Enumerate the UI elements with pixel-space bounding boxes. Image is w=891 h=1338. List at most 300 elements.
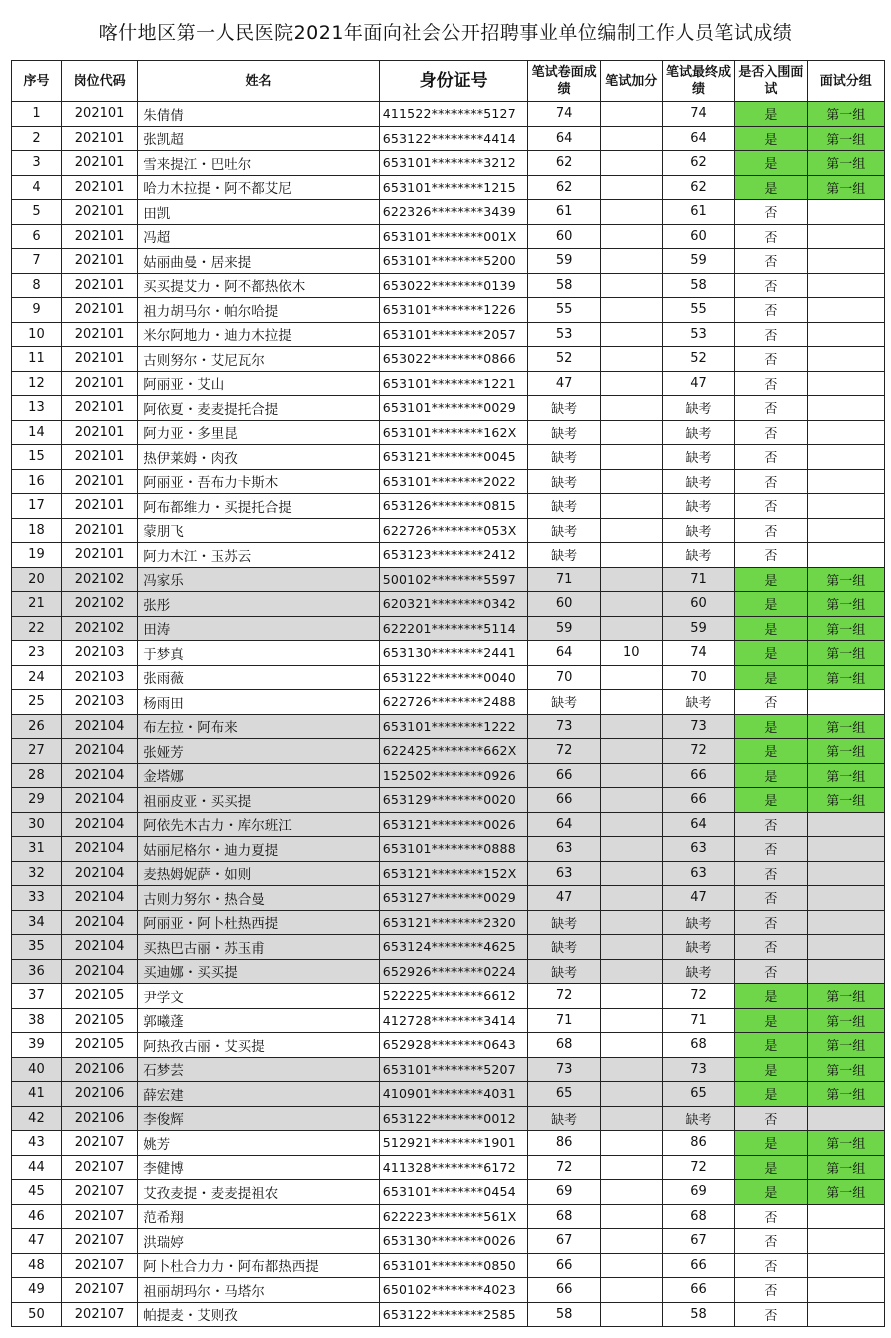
row-code: 202107	[61, 1131, 137, 1156]
row-name: 买迪娜・买买提	[138, 959, 379, 984]
row-code: 202103	[61, 641, 137, 666]
row-paper-score: 47	[528, 371, 600, 396]
row-final-score: 72	[662, 739, 734, 764]
row-no: 4	[12, 175, 62, 200]
row-no: 5	[12, 200, 62, 225]
row-interview-pass: 否	[735, 935, 807, 960]
row-no: 37	[12, 984, 62, 1009]
row-name: 布左拉・阿布来	[138, 714, 379, 739]
row-no: 25	[12, 690, 62, 715]
row-paper-score: 缺考	[528, 518, 600, 543]
row-code: 202107	[61, 1180, 137, 1205]
row-name: 买热巴古丽・苏玉甫	[138, 935, 379, 960]
row-no: 45	[12, 1180, 62, 1205]
row-final-score: 64	[662, 126, 734, 151]
row-final-score: 65	[662, 1082, 734, 1107]
row-id: 653101********5207	[379, 1057, 528, 1082]
row-no: 47	[12, 1229, 62, 1254]
row-bonus	[600, 249, 662, 274]
row-no: 27	[12, 739, 62, 764]
row-paper-score: 71	[528, 567, 600, 592]
row-interview-pass: 否	[735, 494, 807, 519]
row-paper-score: 66	[528, 1278, 600, 1303]
table-row	[12, 494, 885, 519]
row-interview-pass: 否	[735, 420, 807, 445]
row-bonus	[600, 200, 662, 225]
row-bonus	[600, 347, 662, 372]
row-no: 10	[12, 322, 62, 347]
row-interview-pass: 否	[735, 322, 807, 347]
row-name: 阿热孜古丽・艾买提	[138, 1033, 379, 1058]
row-final-score: 缺考	[662, 959, 734, 984]
row-interview-group: 第一组	[807, 1057, 885, 1082]
row-name: 蒙朋飞	[138, 518, 379, 543]
row-bonus	[600, 175, 662, 200]
row-interview-pass: 是	[735, 665, 807, 690]
row-name: 帕提麦・艾则孜	[138, 1302, 379, 1327]
row-bonus	[600, 126, 662, 151]
row-bonus	[600, 837, 662, 862]
row-paper-score: 72	[528, 739, 600, 764]
row-no: 40	[12, 1057, 62, 1082]
table-row	[12, 249, 885, 274]
row-id: 622726********053X	[379, 518, 528, 543]
row-name: 阿力木江・玉苏云	[138, 543, 379, 568]
row-interview-group: 第一组	[807, 714, 885, 739]
row-interview-group: 第一组	[807, 1155, 885, 1180]
row-interview-pass: 否	[735, 347, 807, 372]
table-row	[12, 935, 885, 960]
row-interview-group: 第一组	[807, 641, 885, 666]
row-name: 田凯	[138, 200, 379, 225]
row-no: 36	[12, 959, 62, 984]
row-name: 姑丽曲曼・居来提	[138, 249, 379, 274]
row-paper-score: 缺考	[528, 959, 600, 984]
row-bonus	[600, 322, 662, 347]
table-row	[12, 469, 885, 494]
row-final-score: 62	[662, 151, 734, 176]
row-no: 50	[12, 1302, 62, 1327]
row-interview-group: 第一组	[807, 175, 885, 200]
row-final-score: 74	[662, 641, 734, 666]
row-code: 202107	[61, 1302, 137, 1327]
table-row	[12, 1278, 885, 1303]
row-final-score: 60	[662, 592, 734, 617]
row-interview-pass: 否	[735, 371, 807, 396]
row-name: 米尔阿地力・迪力木拉提	[138, 322, 379, 347]
row-paper-score: 73	[528, 714, 600, 739]
row-bonus	[600, 1057, 662, 1082]
row-id: 653022********0139	[379, 273, 528, 298]
row-id: 653101********0029	[379, 396, 528, 421]
row-interview-pass: 否	[735, 812, 807, 837]
row-name: 艾孜麦提・麦麦提祖农	[138, 1180, 379, 1205]
row-final-score: 58	[662, 273, 734, 298]
row-interview-pass: 是	[735, 714, 807, 739]
row-interview-group	[807, 959, 885, 984]
row-interview-group	[807, 837, 885, 862]
row-bonus	[600, 886, 662, 911]
row-id: 412728********3414	[379, 1008, 528, 1033]
header-paper-score: 笔试卷面成绩	[528, 61, 600, 102]
row-no: 38	[12, 1008, 62, 1033]
row-paper-score: 缺考	[528, 494, 600, 519]
row-paper-score: 缺考	[528, 396, 600, 421]
row-final-score: 68	[662, 1033, 734, 1058]
row-paper-score: 缺考	[528, 445, 600, 470]
row-name: 李俊辉	[138, 1106, 379, 1131]
row-name: 买买提艾力・阿不都热依木	[138, 273, 379, 298]
row-name: 祖丽胡玛尔・马塔尔	[138, 1278, 379, 1303]
row-final-score: 缺考	[662, 469, 734, 494]
table-row	[12, 420, 885, 445]
row-code: 202101	[61, 445, 137, 470]
row-code: 202101	[61, 200, 137, 225]
row-interview-pass: 是	[735, 1082, 807, 1107]
row-final-score: 70	[662, 665, 734, 690]
row-bonus	[600, 1106, 662, 1131]
row-id: 653122********4414	[379, 126, 528, 151]
row-bonus	[600, 1229, 662, 1254]
row-interview-pass: 是	[735, 102, 807, 127]
row-name: 张娅芳	[138, 739, 379, 764]
row-interview-pass: 否	[735, 1229, 807, 1254]
row-name: 石梦芸	[138, 1057, 379, 1082]
row-interview-pass: 否	[735, 298, 807, 323]
row-interview-group	[807, 518, 885, 543]
row-code: 202102	[61, 616, 137, 641]
row-interview-pass: 是	[735, 151, 807, 176]
row-name: 洪瑞婷	[138, 1229, 379, 1254]
row-no: 9	[12, 298, 62, 323]
table-row	[12, 616, 885, 641]
row-code: 202101	[61, 126, 137, 151]
row-interview-pass: 是	[735, 567, 807, 592]
row-final-score: 53	[662, 322, 734, 347]
row-bonus	[600, 445, 662, 470]
row-paper-score: 59	[528, 249, 600, 274]
header-no: 序号	[12, 61, 62, 102]
row-id: 650102********4023	[379, 1278, 528, 1303]
table-row	[12, 175, 885, 200]
row-code: 202101	[61, 420, 137, 445]
row-code: 202107	[61, 1204, 137, 1229]
row-code: 202101	[61, 543, 137, 568]
row-paper-score: 58	[528, 273, 600, 298]
row-code: 202104	[61, 959, 137, 984]
row-code: 202104	[61, 788, 137, 813]
row-final-score: 66	[662, 788, 734, 813]
row-bonus	[600, 1033, 662, 1058]
row-interview-pass: 否	[735, 1253, 807, 1278]
row-bonus	[600, 469, 662, 494]
row-name: 冯家乐	[138, 567, 379, 592]
row-bonus	[600, 1131, 662, 1156]
row-name: 阿依夏・麦麦提托合提	[138, 396, 379, 421]
row-no: 32	[12, 861, 62, 886]
row-interview-pass: 否	[735, 224, 807, 249]
row-bonus	[600, 494, 662, 519]
row-bonus	[600, 1180, 662, 1205]
row-code: 202101	[61, 298, 137, 323]
row-final-score: 63	[662, 861, 734, 886]
row-name: 祖丽皮亚・买买提	[138, 788, 379, 813]
row-paper-score: 缺考	[528, 910, 600, 935]
row-interview-pass: 否	[735, 396, 807, 421]
row-id: 653101********0850	[379, 1253, 528, 1278]
row-bonus	[600, 812, 662, 837]
row-name: 阿丽亚・阿卜杜热西提	[138, 910, 379, 935]
row-code: 202101	[61, 224, 137, 249]
row-no: 43	[12, 1131, 62, 1156]
row-bonus	[600, 420, 662, 445]
row-code: 202104	[61, 739, 137, 764]
row-code: 202104	[61, 812, 137, 837]
table-row	[12, 518, 885, 543]
row-final-score: 缺考	[662, 420, 734, 445]
row-interview-group	[807, 1302, 885, 1327]
row-code: 202107	[61, 1278, 137, 1303]
row-bonus	[600, 1155, 662, 1180]
row-paper-score: 缺考	[528, 420, 600, 445]
row-no: 46	[12, 1204, 62, 1229]
row-code: 202104	[61, 935, 137, 960]
row-no: 1	[12, 102, 62, 127]
row-interview-group	[807, 469, 885, 494]
row-bonus	[600, 224, 662, 249]
row-bonus	[600, 1278, 662, 1303]
row-interview-pass: 否	[735, 273, 807, 298]
row-interview-pass: 否	[735, 200, 807, 225]
row-name: 姑丽尼格尔・迪力夏提	[138, 837, 379, 862]
row-no: 31	[12, 837, 62, 862]
row-interview-group	[807, 543, 885, 568]
row-interview-group	[807, 200, 885, 225]
row-code: 202104	[61, 910, 137, 935]
row-id: 653122********0012	[379, 1106, 528, 1131]
table-header-row	[12, 61, 885, 102]
table-row	[12, 151, 885, 176]
row-no: 39	[12, 1033, 62, 1058]
row-final-score: 63	[662, 837, 734, 862]
row-interview-pass: 是	[735, 1033, 807, 1058]
row-final-score: 缺考	[662, 690, 734, 715]
row-no: 48	[12, 1253, 62, 1278]
row-interview-group	[807, 298, 885, 323]
row-bonus	[600, 984, 662, 1009]
row-no: 14	[12, 420, 62, 445]
row-id: 653124********4625	[379, 935, 528, 960]
row-id: 653101********1222	[379, 714, 528, 739]
row-id: 622223********561X	[379, 1204, 528, 1229]
row-bonus	[600, 518, 662, 543]
table-row	[12, 1082, 885, 1107]
row-bonus	[600, 567, 662, 592]
header-final-score: 笔试最终成绩	[662, 61, 734, 102]
row-final-score: 72	[662, 1155, 734, 1180]
row-id: 152502********0926	[379, 763, 528, 788]
row-name: 田涛	[138, 616, 379, 641]
row-id: 653121********152X	[379, 861, 528, 886]
row-no: 19	[12, 543, 62, 568]
row-interview-group	[807, 396, 885, 421]
row-name: 阿依先木古力・库尔班江	[138, 812, 379, 837]
row-paper-score: 缺考	[528, 1106, 600, 1131]
row-id: 653101********1215	[379, 175, 528, 200]
row-name: 张雨薇	[138, 665, 379, 690]
row-paper-score: 52	[528, 347, 600, 372]
row-no: 8	[12, 273, 62, 298]
row-final-score: 73	[662, 714, 734, 739]
row-code: 202101	[61, 151, 137, 176]
row-name: 古则力努尔・热合曼	[138, 886, 379, 911]
table-row	[12, 126, 885, 151]
row-no: 30	[12, 812, 62, 837]
row-interview-pass: 是	[735, 1180, 807, 1205]
row-no: 21	[12, 592, 62, 617]
row-code: 202104	[61, 714, 137, 739]
table-row	[12, 1033, 885, 1058]
row-code: 202101	[61, 469, 137, 494]
row-paper-score: 缺考	[528, 543, 600, 568]
row-id: 512921********1901	[379, 1131, 528, 1156]
row-id: 653122********2585	[379, 1302, 528, 1327]
row-paper-score: 72	[528, 1155, 600, 1180]
row-interview-pass: 是	[735, 1155, 807, 1180]
row-name: 尹学文	[138, 984, 379, 1009]
row-interview-pass: 否	[735, 1302, 807, 1327]
row-no: 34	[12, 910, 62, 935]
table-row	[12, 910, 885, 935]
row-bonus	[600, 592, 662, 617]
row-name: 李健博	[138, 1155, 379, 1180]
row-interview-group: 第一组	[807, 665, 885, 690]
row-paper-score: 72	[528, 984, 600, 1009]
row-bonus	[600, 396, 662, 421]
row-name: 哈力木拉提・阿不都艾尼	[138, 175, 379, 200]
table-row	[12, 837, 885, 862]
table-row	[12, 567, 885, 592]
row-interview-group	[807, 224, 885, 249]
row-interview-pass: 是	[735, 1008, 807, 1033]
row-paper-score: 70	[528, 665, 600, 690]
row-name: 阿丽亚・艾山	[138, 371, 379, 396]
row-id: 653121********0026	[379, 812, 528, 837]
row-interview-group: 第一组	[807, 567, 885, 592]
table-row	[12, 714, 885, 739]
row-bonus	[600, 102, 662, 127]
row-name: 热伊莱姆・肉孜	[138, 445, 379, 470]
row-bonus	[600, 714, 662, 739]
row-final-score: 67	[662, 1229, 734, 1254]
row-final-score: 缺考	[662, 445, 734, 470]
table-row	[12, 1253, 885, 1278]
row-bonus	[600, 665, 662, 690]
row-name: 薛宏建	[138, 1082, 379, 1107]
row-no: 20	[12, 567, 62, 592]
row-code: 202107	[61, 1155, 137, 1180]
row-code: 202101	[61, 371, 137, 396]
row-code: 202101	[61, 518, 137, 543]
row-id: 622201********5114	[379, 616, 528, 641]
row-id: 622425********662X	[379, 739, 528, 764]
row-code: 202106	[61, 1082, 137, 1107]
row-interview-group	[807, 445, 885, 470]
row-interview-group: 第一组	[807, 984, 885, 1009]
row-no: 29	[12, 788, 62, 813]
row-no: 2	[12, 126, 62, 151]
row-id: 622726********2488	[379, 690, 528, 715]
row-final-score: 64	[662, 812, 734, 837]
table-row	[12, 1204, 885, 1229]
row-interview-group	[807, 371, 885, 396]
row-id: 653101********2022	[379, 469, 528, 494]
row-id: 652926********0224	[379, 959, 528, 984]
row-interview-pass: 是	[735, 175, 807, 200]
row-no: 7	[12, 249, 62, 274]
table-row	[12, 984, 885, 1009]
row-interview-pass: 是	[735, 984, 807, 1009]
header-interview-group: 面试分组	[807, 61, 885, 102]
row-interview-pass: 是	[735, 592, 807, 617]
row-id: 620321********0342	[379, 592, 528, 617]
row-interview-pass: 否	[735, 543, 807, 568]
row-interview-group: 第一组	[807, 102, 885, 127]
row-name: 雪来提江・巴吐尔	[138, 151, 379, 176]
row-code: 202104	[61, 861, 137, 886]
row-name: 朱倩倩	[138, 102, 379, 127]
row-no: 49	[12, 1278, 62, 1303]
row-name: 于梦真	[138, 641, 379, 666]
row-interview-group	[807, 886, 885, 911]
row-no: 17	[12, 494, 62, 519]
row-id: 653130********2441	[379, 641, 528, 666]
row-paper-score: 68	[528, 1033, 600, 1058]
row-final-score: 缺考	[662, 910, 734, 935]
row-final-score: 69	[662, 1180, 734, 1205]
row-paper-score: 53	[528, 322, 600, 347]
row-id: 500102********5597	[379, 567, 528, 592]
row-interview-group	[807, 861, 885, 886]
row-paper-score: 62	[528, 175, 600, 200]
row-paper-score: 缺考	[528, 690, 600, 715]
table-row	[12, 665, 885, 690]
row-id: 653129********0020	[379, 788, 528, 813]
header-code: 岗位代码	[61, 61, 137, 102]
table-row	[12, 298, 885, 323]
row-interview-group	[807, 935, 885, 960]
row-bonus	[600, 788, 662, 813]
row-name: 祖力胡马尔・帕尔哈提	[138, 298, 379, 323]
table-row	[12, 812, 885, 837]
row-interview-group: 第一组	[807, 739, 885, 764]
row-id: 653101********3212	[379, 151, 528, 176]
row-code: 202101	[61, 273, 137, 298]
row-name: 阿力亚・多里昆	[138, 420, 379, 445]
table-row	[12, 959, 885, 984]
row-paper-score: 67	[528, 1229, 600, 1254]
table-row	[12, 347, 885, 372]
row-final-score: 缺考	[662, 935, 734, 960]
row-code: 202107	[61, 1229, 137, 1254]
row-id: 410901********4031	[379, 1082, 528, 1107]
row-paper-score: 64	[528, 812, 600, 837]
row-paper-score: 73	[528, 1057, 600, 1082]
row-no: 28	[12, 763, 62, 788]
row-name: 麦热姆妮萨・如则	[138, 861, 379, 886]
row-final-score: 66	[662, 763, 734, 788]
row-id: 653101********2057	[379, 322, 528, 347]
